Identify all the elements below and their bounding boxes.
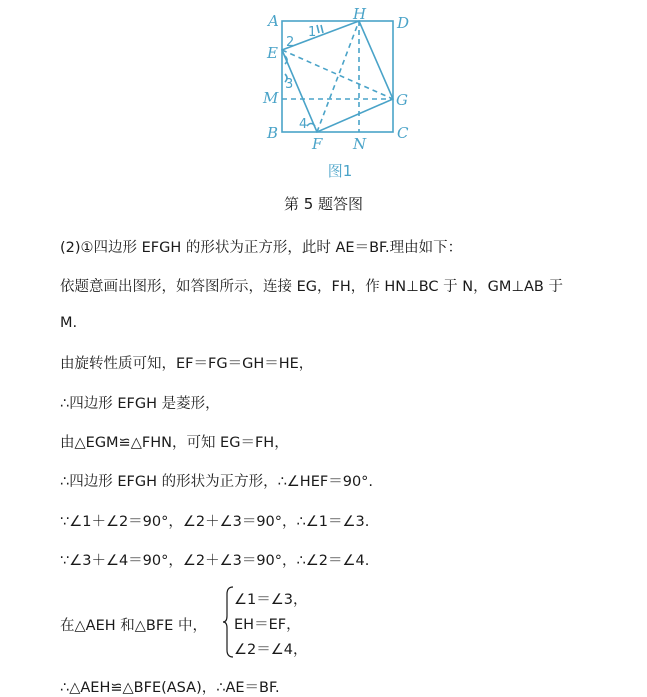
text-line: (2)①四边形 EFGH 的形状为正方形，此时 AE＝BF.理由如下： [60,240,463,256]
label-a: A [268,12,279,30]
dashed-fh [317,21,359,132]
figure-caption: 图1 [327,162,353,180]
label-angle-1: 1 [308,25,317,40]
label-e: E [267,44,278,62]
label-h: H [353,8,367,23]
text-line: M. [60,315,78,331]
geometry-figure [255,8,425,178]
text-line: 由旋转性质可知，EF＝FG＝GH＝HE， [60,356,314,372]
angle-1-ticks [317,25,323,33]
label-n: N [353,135,367,153]
label-angle-3: 3 [285,77,294,92]
label-m: M [263,89,279,107]
text-line: ∵∠1＋∠2＝90°，∠2＋∠3＝90°，∴∠1＝∠3. [60,514,370,530]
label-b: B [267,124,279,142]
left-brace [222,586,234,658]
answer-title: 第 5 题答图 [283,195,364,213]
dashed-eg [282,50,393,99]
system-row: ∠2＝∠4， [234,642,308,658]
text-line: ∵∠3＋∠4＝90°，∠2＋∠3＝90°，∴∠2＝∠4. [60,553,370,569]
square-abcd [282,21,393,132]
square-diagram [255,8,425,158]
label-c: C [397,124,409,142]
label-g: G [396,91,408,109]
text-line: 依题意画出图形，如答图所示，连接 EG，FH，作 HN⊥BC 于 N，GM⊥AB 于 [60,279,563,295]
angle-4-arc [307,124,315,127]
text-line: ∴四边形 EFGH 的形状为正方形，∴∠HEF＝90°. [60,474,374,490]
label-f: F [312,135,323,153]
label-angle-2: 2 [286,35,295,50]
label-d: D [397,14,410,32]
system-row: EH＝EF， [234,617,301,633]
label-angle-4: 4 [299,117,308,132]
text-line: 由△EGM≌△FHN，可知 EG＝FH， [60,435,289,451]
system-label: 在△AEH 和△BFE 中， [60,618,207,634]
text-line: ∴四边形 EFGH 是菱形， [60,396,220,412]
conclusion-line: ∴△AEH≌△BFE(ASA)，∴AE＝BF. [60,680,280,696]
quad-efgh [282,21,393,132]
system-row: ∠1＝∠3， [234,592,308,608]
